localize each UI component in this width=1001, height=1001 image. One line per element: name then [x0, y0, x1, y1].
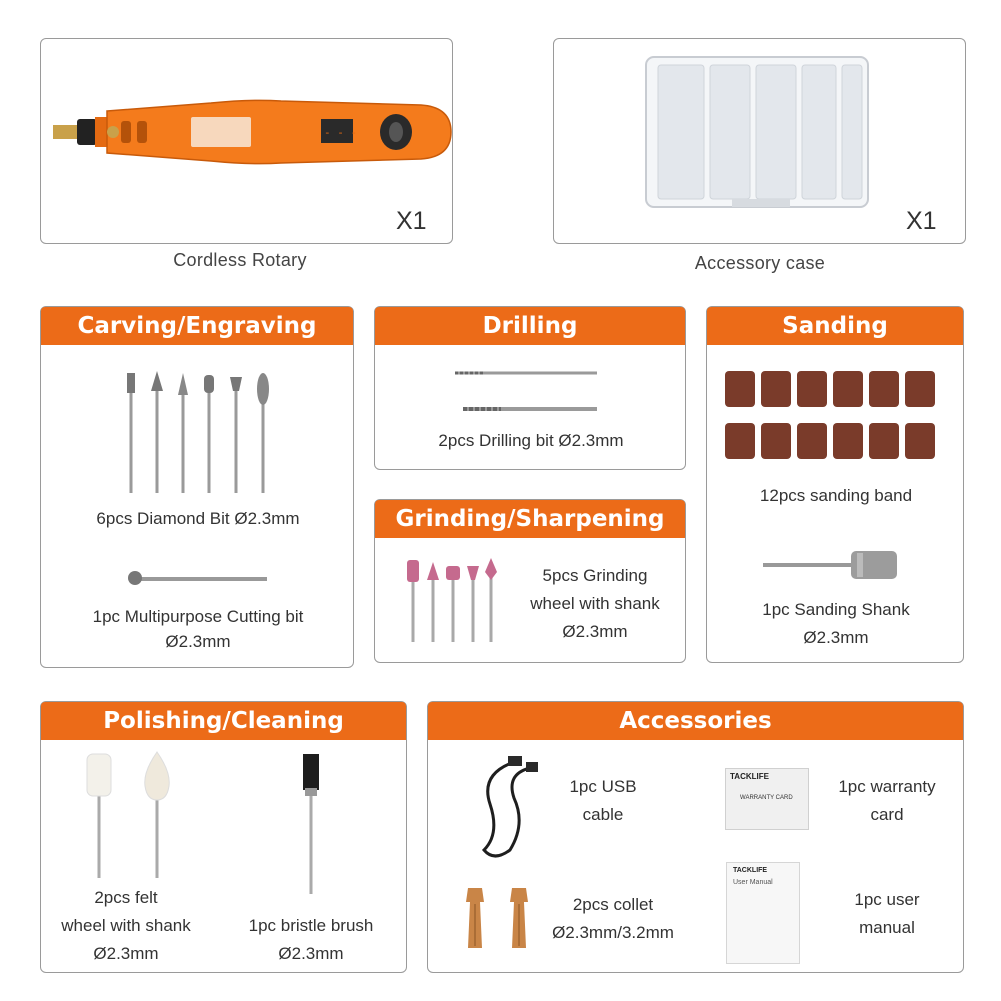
- usb-cable-label-line2: cable: [582, 805, 624, 824]
- drilling-bits-image: [375, 363, 687, 423]
- case-caption: Accessory case: [694, 253, 826, 273]
- user-manual-brand: TACKLIFE: [733, 867, 768, 874]
- warranty-card-label-line2: card: [870, 805, 904, 824]
- grinding-label-line3: Ø2.3mm: [562, 622, 628, 641]
- user-manual-image: [726, 862, 800, 964]
- sanding-shank-image: [707, 545, 965, 585]
- collet-label-line2: Ø2.3mm/3.2mm: [552, 923, 674, 942]
- cutting-bit-label-line2: Ø2.3mm: [165, 632, 231, 651]
- rotary-quantity: X1: [396, 207, 427, 235]
- sanding-title: Sanding: [707, 307, 963, 345]
- case-quantity: X1: [906, 207, 937, 235]
- rotary-caption: Cordless Rotary: [173, 250, 307, 270]
- warranty-card-text: WARRANTY CARD: [740, 795, 793, 801]
- user-manual-text: User Manual: [733, 879, 773, 886]
- bristle-brush-label-line2: Ø2.3mm: [278, 944, 344, 963]
- carving-title: Carving/Engraving: [41, 307, 353, 345]
- accessories-panel: [427, 701, 964, 973]
- sanding-bands-image: [707, 367, 965, 467]
- grinding-label-line2: wheel with shank: [530, 594, 660, 613]
- accessories-title: Accessories: [428, 702, 963, 740]
- warranty-card-brand: TACKLIFE: [730, 772, 769, 781]
- felt-wheel-label-line3: Ø2.3mm: [93, 944, 159, 963]
- sanding-panel: [706, 306, 964, 663]
- sanding-shank-label-line2: Ø2.3mm: [803, 628, 869, 647]
- polishing-title: Polishing/Cleaning: [41, 702, 406, 740]
- cutting-bit-label-line1: 1pc Multipurpose Cutting bit: [92, 607, 304, 626]
- felt-wheel-label-line1: 2pcs felt: [94, 888, 158, 907]
- collets-image: [460, 884, 550, 954]
- drilling-panel: [374, 306, 686, 470]
- bristle-brush-label-line1: 1pc bristle brush: [248, 916, 374, 935]
- diamond-bit-label: 6pcs Diamond Bit Ø2.3mm: [96, 509, 300, 528]
- drilling-title: Drilling: [375, 307, 685, 345]
- warranty-card-label-line1: 1pc warranty: [838, 777, 936, 796]
- cutting-bit-image: [41, 565, 355, 595]
- accessory-case-panel: [553, 38, 966, 244]
- drilling-bit-label: 2pcs Drilling bit Ø2.3mm: [438, 431, 624, 450]
- polishing-panel: [40, 701, 407, 973]
- rotary-tool-panel: [40, 38, 453, 244]
- grinding-title: Grinding/Sharpening: [375, 500, 685, 538]
- felt-wheels-image: [71, 752, 191, 882]
- sanding-shank-label-line1: 1pc Sanding Shank: [762, 600, 910, 619]
- felt-wheel-label-line2: wheel with shank: [61, 916, 191, 935]
- rotary-tool-image: [41, 39, 454, 245]
- usb-cable-label-line1: 1pc USB: [569, 777, 637, 796]
- grinding-label-line1: 5pcs Grinding: [542, 566, 648, 585]
- diamond-bits-image: [41, 367, 355, 507]
- grinding-panel: [374, 499, 686, 663]
- bristle-brush-image: [291, 752, 331, 898]
- svg-text:- - -: - - -: [324, 126, 358, 139]
- sanding-band-label: 12pcs sanding band: [759, 486, 913, 505]
- carving-panel: [40, 306, 354, 668]
- collet-label-line1: 2pcs collet: [572, 895, 654, 914]
- user-manual-label-line2: manual: [859, 918, 915, 937]
- user-manual-label-line1: 1pc user: [854, 890, 920, 909]
- warranty-card-image: [725, 768, 809, 830]
